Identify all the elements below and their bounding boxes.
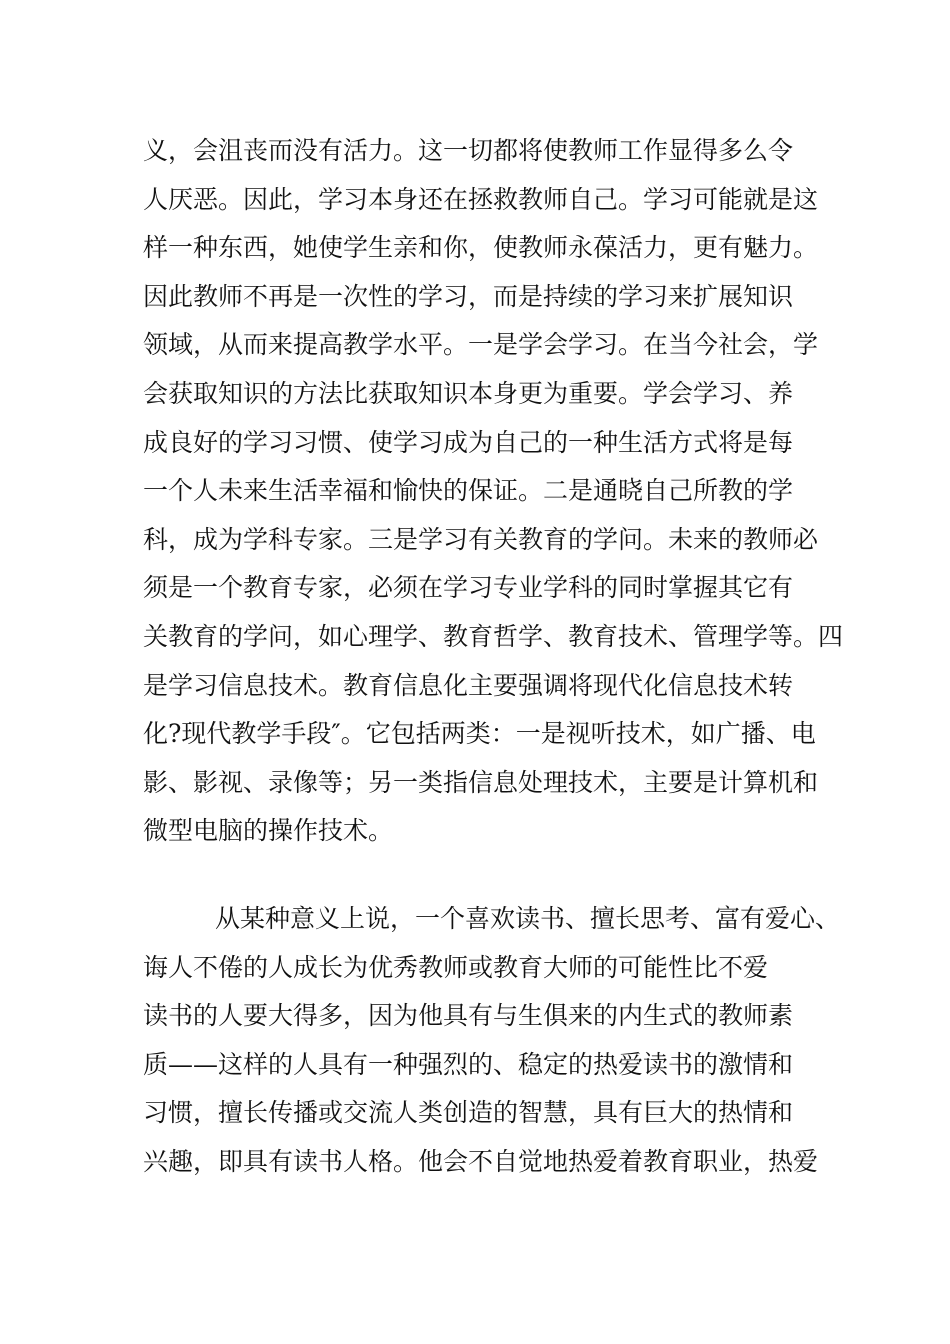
paragraph-line: 一个人未来生活幸福和愉快的保证。二是通晓自己所教的学 [143,476,794,506]
paragraph-line: 样一种东西，她使学生亲和你，使教师永葆活力，更有魅力。 [143,233,819,263]
paragraph-line: 影、影视、录像等；另一类指信息处理技术，主要是计算机和 [143,767,819,797]
paragraph-line: 从某种意义上说，一个喜欢读书、擅长思考、富有爱心、 [215,904,841,933]
paragraph-line: 是学习信息技术。教育信息化主要强调将现代化信息技术转 [143,670,794,700]
paragraph-line: 因此教师不再是一次性的学习，而是持续的学习来扩展知识 [143,281,794,311]
paragraph-line: 人厌恶。因此，学习本身还在拯救教师自己。学习可能就是这 [143,184,819,214]
paragraph-line: 关教育的学问，如心理学、教育哲学、教育技术、管理学等。四 [143,621,844,651]
paragraph-line: 诲人不倦的人成长为优秀教师或教育大师的可能性比不爱 [143,952,769,982]
paragraph-line: 兴趣，即具有读书人格。他会不自觉地热爱着教育职业，热爱 [143,1146,819,1176]
paragraph-line: 化?现代教学手段″。它包括两类：一是视听技术，如广播、电 [143,719,816,749]
paragraph-line: 义，会沮丧而没有活力。这一切都将使教师工作显得多么令 [143,136,794,165]
paragraph-line: 须是一个教育专家，必须在学习专业学科的同时掌握其它有 [143,573,794,603]
paragraph-line: 成良好的学习习惯、使学习成为自己的一种生活方式将是每 [143,427,794,457]
paragraph-1 [143,127,844,856]
paragraph-line: 微型电脑的操作技术。 [143,816,394,846]
paragraph-line: 会获取知识的方法比获取知识本身更为重要。学会学习、养 [143,378,794,408]
paragraph-line: 科，成为学科专家。三是学习有关教育的学问。未来的教师必 [143,524,819,554]
paragraph-line: 质——这样的人具有一种强烈的、稳定的热爱读书的激情和 [143,1049,794,1079]
paragraph-line: 习惯，擅长传播或交流人类创造的智慧，具有巨大的热情和 [143,1098,794,1128]
paragraph-line: 领域，从而来提高教学水平。一是学会学习。在当今社会，学 [143,330,819,360]
paragraph-2 [143,895,841,1187]
paragraph-line: 读书的人要大得多，因为他具有与生俱来的内生式的教师素 [143,1001,794,1031]
